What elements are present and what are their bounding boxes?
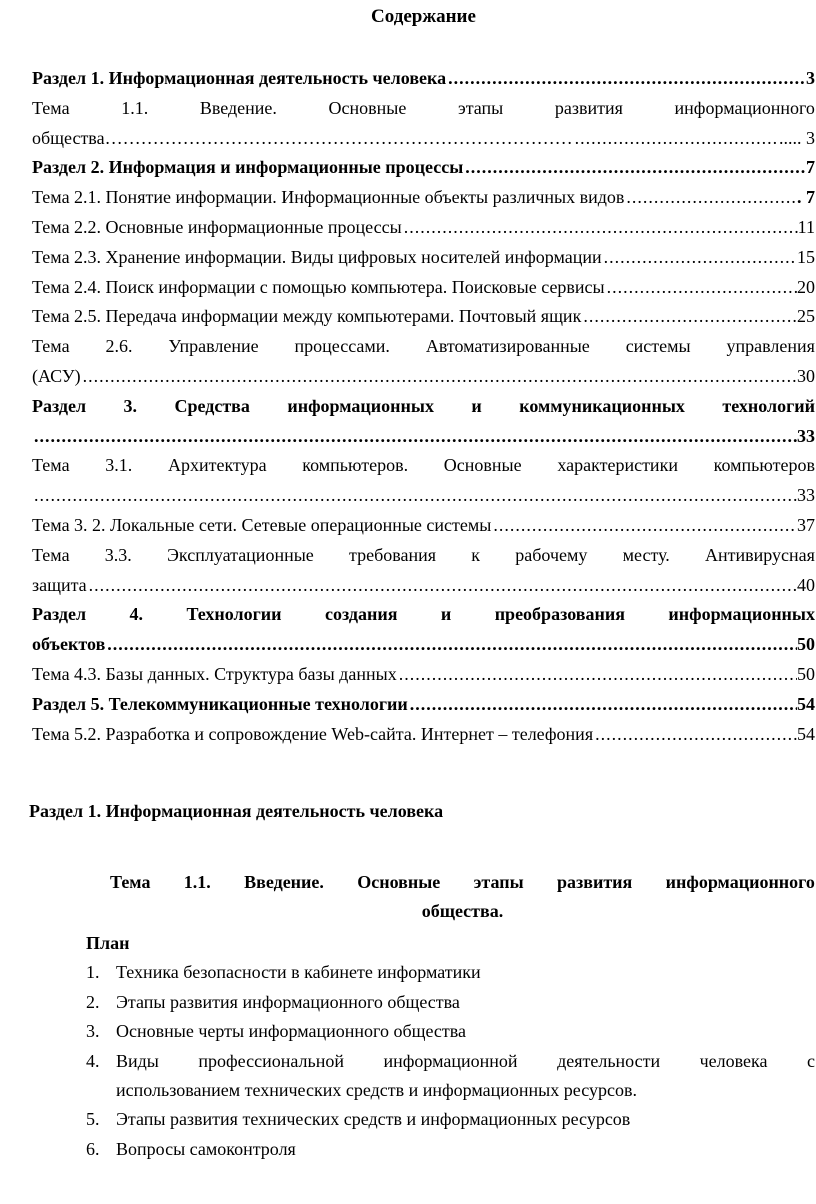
plan-item <box>86 1135 815 1164</box>
plan-title: План <box>86 933 130 954</box>
toc-entry-text: Тема 2.1. Понятие информации. Информационные объекты различных видов <box>32 187 625 208</box>
plan-item-text: Этапы развития технических средств и информационных ресурсов <box>116 1109 631 1130</box>
plan-word: деятельности <box>557 1050 661 1071</box>
toc-page-number: . 7 <box>797 187 815 208</box>
toc-word: Основные <box>443 455 522 476</box>
topic-heading-line1 <box>110 868 815 897</box>
toc-word: характеристики <box>557 455 678 476</box>
topic-word: Введение. <box>244 872 324 893</box>
toc-leader-dots <box>87 571 797 601</box>
toc-word: Тема <box>32 97 70 118</box>
toc-word: 3. <box>123 395 138 416</box>
plan-item-text: Техника безопасности в кабинете информатики <box>116 962 481 983</box>
topic-word: Основные <box>357 872 441 893</box>
toc-word: Архитектура <box>167 455 267 476</box>
toc-entry-text: Раздел 5. Телекоммуникационные технологии <box>32 693 408 714</box>
toc-entry-text: Тема 5.2. Разработка и сопровождение Web-сайта. Интернет – телефония <box>32 723 594 744</box>
toc-entry <box>32 660 815 690</box>
toc-entry <box>32 153 815 183</box>
toc-entry-line1 <box>32 94 815 124</box>
toc-entry-line2 <box>32 630 815 660</box>
toc-word: и <box>440 604 452 625</box>
plan-item <box>86 1047 815 1106</box>
toc-word: этапы <box>457 97 504 118</box>
toc-leader-dots <box>602 243 797 273</box>
section-heading: Раздел 1. Информационная деятельность человека <box>29 801 444 822</box>
toc-page-number: 37 <box>797 514 815 535</box>
toc-page-number: 11 <box>797 216 815 237</box>
toc-entry-line1 <box>32 451 815 481</box>
toc-entry-text: Тема 2.5. Передача информации между компьютерами. Почтовый ящик <box>32 306 582 327</box>
toc-entry-text: Тема 2.3. Хранение информации. Виды цифровых носителей информации <box>32 246 602 267</box>
toc-word: Эксплуатационные <box>167 544 314 565</box>
plan-item <box>86 958 815 987</box>
plan-word: человека <box>699 1050 768 1071</box>
toc-word: Антивирусная <box>705 544 815 565</box>
toc-entry-line2 <box>32 124 815 154</box>
toc-page-number: 7 <box>806 157 815 178</box>
toc-word: Тема <box>32 455 70 476</box>
toc-word: 3.3. <box>104 544 132 565</box>
topic-heading <box>110 868 815 926</box>
toc-leader-dots <box>581 302 797 332</box>
topic-word: этапы <box>473 872 524 893</box>
toc-word: компьютеров. <box>302 455 409 476</box>
plan-item-text: Этапы развития информационного общества <box>116 991 460 1012</box>
toc-entry <box>32 302 815 332</box>
toc-leader-dots <box>32 481 797 511</box>
toc-word: компьютеров <box>713 455 815 476</box>
document-page <box>29 0 815 1164</box>
toc-word: управления <box>726 336 815 357</box>
toc-entry-line2 <box>32 571 815 601</box>
plan-item <box>86 1017 815 1046</box>
plan-item-text: Основные черты информационного общества <box>116 1021 467 1042</box>
topic-word: развития <box>557 872 633 893</box>
plan-word: информационной <box>383 1050 518 1071</box>
toc-word: Основные <box>328 97 407 118</box>
plan-item-text: Вопросы самоконтроля <box>116 1138 296 1159</box>
toc-leader-dots <box>105 630 797 660</box>
toc-leader-dots <box>32 422 797 452</box>
toc-word: создания <box>324 604 398 625</box>
toc-word: рабочему <box>515 544 588 565</box>
toc-word: системы <box>625 336 691 357</box>
toc-word: развития <box>554 97 623 118</box>
toc-page-number: 50 <box>797 663 815 684</box>
toc-word: Средства <box>174 395 250 416</box>
toc-entry-text: Тема 4.3. Базы данных. Структура базы данных <box>32 663 397 684</box>
toc-word: преобразования <box>494 604 625 625</box>
toc-word: информационного <box>674 97 815 118</box>
plan-word: Виды <box>116 1050 159 1071</box>
toc-page-number: 30 <box>797 365 815 386</box>
toc-word: Введение. <box>199 97 277 118</box>
plan-item-number: 4. <box>86 1050 100 1071</box>
toc-leader-dots <box>573 124 779 154</box>
toc-entry-text: защита <box>32 574 87 595</box>
toc-page-number: 15 <box>797 246 815 267</box>
toc-entry-text: Тема 3. 2. Локальные сети. Сетевые операционные системы <box>32 514 492 535</box>
toc-entry-text: (АСУ) <box>32 365 81 386</box>
toc-word: требования <box>349 544 437 565</box>
topic-word: 1.1. <box>183 872 211 893</box>
toc-leader-dots <box>402 213 798 243</box>
toc-page-number: 50 <box>797 634 815 655</box>
toc-entry-line2 <box>32 362 815 392</box>
toc-word: Автоматизированные <box>425 336 590 357</box>
toc-word: Раздел <box>32 604 87 625</box>
toc-page-number: 20 <box>797 276 815 297</box>
table-of-contents <box>32 64 815 749</box>
toc-leader-dots <box>624 183 797 213</box>
toc-entry <box>32 690 815 720</box>
toc-word: месту. <box>622 544 670 565</box>
plan-word: профессиональной <box>198 1050 344 1071</box>
toc-word: информационных <box>668 604 815 625</box>
plan-item-text <box>116 1047 815 1106</box>
toc-word: коммуникационных <box>519 395 685 416</box>
toc-word: 4. <box>129 604 144 625</box>
toc-entry <box>32 720 815 750</box>
toc-word: 1.1. <box>121 97 149 118</box>
toc-entry <box>32 511 815 541</box>
plan-item-number: 3. <box>86 1021 100 1042</box>
toc-entry <box>32 273 815 303</box>
toc-word: к <box>471 544 481 565</box>
plan-item-line2: использованием технических средств и информационных ресурсов. <box>116 1079 637 1100</box>
toc-entry-line1 <box>32 600 815 630</box>
toc-word: технологий <box>722 395 815 416</box>
plan-list <box>86 958 815 1164</box>
toc-leader-dots <box>408 690 797 720</box>
topic-word: Тема <box>110 872 151 893</box>
topic-heading-line2: общества. <box>421 901 504 922</box>
toc-entry-text: Тема 2.2. Основные информационные процессы <box>32 216 402 237</box>
toc-entry <box>32 183 815 213</box>
toc-page-number: 54 <box>797 723 815 744</box>
toc-word: Раздел <box>32 395 87 416</box>
toc-entry <box>32 213 815 243</box>
toc-word: Управление <box>168 336 259 357</box>
toc-entry-text: общества…………………………………………………………………… <box>32 127 573 148</box>
toc-entry <box>32 64 815 94</box>
toc-leader-dots <box>463 153 806 183</box>
toc-page-number: ..... 3 <box>779 127 815 148</box>
toc-leader-dots <box>446 64 806 94</box>
toc-word: информационных <box>287 395 434 416</box>
toc-leader-dots <box>605 273 797 303</box>
toc-entry-line1 <box>32 541 815 571</box>
toc-leader-dots <box>593 720 797 750</box>
toc-entry-text: Раздел 2. Информация и информационные процессы <box>32 157 464 178</box>
toc-entry-line1 <box>32 332 815 362</box>
toc-entry-line2 <box>32 422 815 452</box>
toc-word: 3.1. <box>105 455 133 476</box>
plan-item-number: 2. <box>86 991 100 1012</box>
plan-word: с <box>806 1050 815 1071</box>
toc-word: и <box>471 395 482 416</box>
toc-page-number: 54 <box>797 693 815 714</box>
toc-entry-text: Раздел 1. Информационная деятельность человека <box>32 68 447 88</box>
toc-word: Тема <box>32 544 70 565</box>
toc-entry-line2 <box>32 481 815 511</box>
toc-page-number: 33 <box>797 425 815 446</box>
plan-item <box>86 1105 815 1134</box>
toc-page-number: 33 <box>797 485 815 506</box>
toc-page-number: 3 <box>806 68 815 88</box>
plan-item-number: 6. <box>86 1138 100 1159</box>
toc-entry-line1 <box>32 392 815 422</box>
toc-page-number: 40 <box>797 574 815 595</box>
toc-word: Технологии <box>186 604 282 625</box>
toc-leader-dots <box>81 362 797 392</box>
toc-word: процессами. <box>294 336 390 357</box>
toc-page-number: 25 <box>797 306 815 327</box>
toc-leader-dots <box>397 660 797 690</box>
toc-title: Содержание <box>371 6 476 27</box>
toc-leader-dots <box>491 511 797 541</box>
plan-item <box>86 988 815 1017</box>
toc-word: 2.6. <box>105 336 133 357</box>
toc-entry <box>32 243 815 273</box>
plan-item-number: 1. <box>86 962 100 983</box>
plan-item-number: 5. <box>86 1109 100 1130</box>
toc-entry-text: объектов <box>32 634 106 655</box>
topic-word: информационного <box>665 872 815 893</box>
toc-entry-text: Тема 2.4. Поиск информации с помощью компьютера. Поисковые сервисы <box>32 276 605 297</box>
toc-word: Тема <box>32 336 70 357</box>
plan-item-line1 <box>116 1047 815 1076</box>
